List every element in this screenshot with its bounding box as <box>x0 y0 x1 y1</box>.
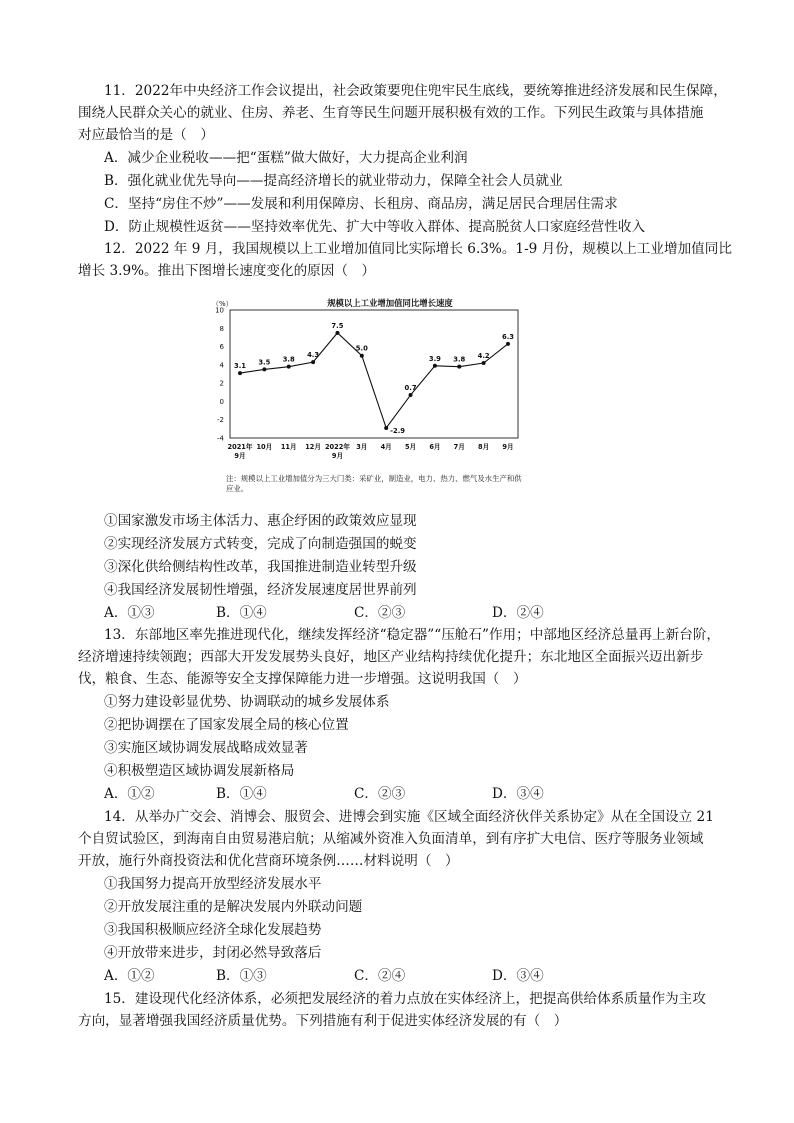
q13-stem-line-3: 伐，粮食、生态、能源等安全支撑保障能力进一步增强。这说明我国（ ） <box>78 671 527 687</box>
q12-statement-3: ③深化供给侧结构性改革，我国推进制造业转型升级 <box>104 559 417 575</box>
q14-choice-a: A．①② <box>104 968 155 984</box>
y-tick-label: 2 <box>219 379 224 388</box>
y-tick-label: 6 <box>219 343 224 352</box>
q14-stem-line-3: 开放，施行外商投资法和优化营商环境条例……材料说明（ ） <box>78 853 459 869</box>
plot-frame <box>230 310 518 438</box>
data-label: 3.8 <box>282 355 295 364</box>
data-point <box>360 354 364 358</box>
x-tick-label: 10月 <box>256 443 273 451</box>
q12-choice-a: A．①③ <box>104 605 155 621</box>
data-label: 3.9 <box>428 354 441 363</box>
data-point <box>262 367 266 371</box>
q14-stem-line-2: 个自贸试验区，到海南自由贸易港启航；从缩减外资准入负面清单，到有序扩大电信、医疗等服务业领域 <box>78 831 704 847</box>
q13-statement-3: ③实施区域协调发展战略成效显著 <box>104 740 308 756</box>
series-line <box>240 333 508 428</box>
q11-option-b: B．强化就业优先导向——提高经济增长的就业带动力，保障全社会人员就业 <box>104 173 563 189</box>
data-point <box>433 364 437 368</box>
y-tick-label: -2 <box>217 416 224 425</box>
y-tick-label: -4 <box>217 434 224 443</box>
q14-statement-4: ④开放带来进步，封闭必然导致落后 <box>104 945 322 961</box>
q11-option-a: A．减少企业税收——把“蛋糕”做大做好，大力提高企业利润 <box>104 150 468 166</box>
data-label: 3.1 <box>233 362 247 371</box>
q14-statement-3: ③我国积极顺应经济全球化发展趋势 <box>104 922 322 938</box>
data-point <box>457 365 461 369</box>
q13-choices <box>104 783 704 805</box>
chart-note: 注：规模以上工业增加值分为三大门类：采矿业，制造业，电力、热力、燃气及水生产和供应业。 <box>226 474 522 493</box>
q13-choice-d: D．③④ <box>492 786 544 802</box>
y-tick-label: 4 <box>219 361 224 370</box>
data-point <box>506 342 510 346</box>
x-tick-label: 6月 <box>429 443 441 451</box>
q14-statement-1: ①我国努力提高开放型经济发展水平 <box>104 876 322 892</box>
q14-choice-c: C．②④ <box>354 968 406 984</box>
data-label: 4.3 <box>307 351 320 360</box>
growth-chart <box>208 296 528 496</box>
data-label: 7.5 <box>331 321 344 330</box>
data-point <box>384 426 388 430</box>
data-label: 3.5 <box>258 358 271 367</box>
data-label: -2.9 <box>390 426 406 435</box>
x-tick-label: 12月 <box>305 443 321 451</box>
q12-statement-1: ①国家激发市场主体活力、惠企纾困的政策效应显现 <box>104 513 417 529</box>
x-tick-label: 2021年 <box>227 443 253 451</box>
data-label: 4.2 <box>477 352 490 361</box>
x-tick-label: 5月 <box>404 443 417 451</box>
x-tick-label: 11月 <box>280 443 297 451</box>
q15-stem-line-1: 15．建设现代化经济体系，必须把发展经济的着力点放在实体经济上，把提高供给体系质量作为主攻 <box>104 991 706 1007</box>
q12-stem-line-1: 12．2022 年 9 月，我国规模以上工业增加值同比实际增长 6.3%。1-9 月份，规模以上工业增加值同比 <box>104 241 732 257</box>
q12-stem-line-2: 增长 3.9%。推出下图增长速度变化的原因（ ） <box>78 263 376 279</box>
q13-choice-a: A．①② <box>104 786 155 802</box>
q12-choice-d: D．②④ <box>492 605 544 621</box>
q13-choice-b: B．①④ <box>216 786 267 802</box>
q11-stem-line-3: 对应最恰当的是（ ） <box>78 127 214 143</box>
data-label: 6.3 <box>501 332 515 341</box>
data-label: 3.8 <box>453 355 466 364</box>
q14-choice-b: B．①③ <box>216 968 267 984</box>
chart-title: 规模以上工业增加值同比增长速度 <box>327 298 453 308</box>
x-tick-label: 9月 <box>502 443 514 451</box>
x-tick-label-line2: 9月 <box>234 452 246 460</box>
data-point <box>409 393 413 397</box>
q14-choices <box>104 965 704 987</box>
q13-statement-1: ①努力建设彰显优势、协调联动的城乡发展体系 <box>104 694 390 710</box>
q11-option-d: D．防止规模性返贫——坚持效率优先、扩大中等收入群体、提高脱贫人口家庭经营性收入 <box>104 219 646 235</box>
q12-choices <box>104 602 704 624</box>
q13-statement-4: ④积极塑造区域协调发展新格局 <box>104 763 295 779</box>
data-point <box>287 365 291 369</box>
x-tick-label: 3月 <box>356 443 368 451</box>
q12-statement-4: ④我国经济发展韧性增强，经济发展速度居世界前列 <box>104 582 417 598</box>
y-tick-label: 8 <box>219 324 224 333</box>
data-point <box>238 371 242 375</box>
x-tick-label: 2022年 <box>324 443 350 451</box>
q15-stem-line-2: 方向，显著增强我国经济质量优势。下列措施有利于促进实体经济发展的有（ ） <box>78 1013 568 1029</box>
y-tick-label: 10 <box>215 306 224 315</box>
q13-stem-line-1: 13．东部地区率先推进现代化，继续发挥经济“稳定器”“压舱石”作用；中部地区经济总量再上新台阶， <box>104 627 721 643</box>
q14-stem-line-1: 14．从举办广交会、消博会、服贸会、进博会到实施《区域全面经济伙伴关系协定》从在全国设立 21 <box>104 809 714 825</box>
data-point <box>311 360 315 364</box>
x-tick-label: 8月 <box>478 443 490 451</box>
q14-statement-2: ②开放发展注重的是解决发展内外联动问题 <box>104 899 363 915</box>
q13-stem-line-2: 经济增速持续领跑；西部大开发发展势头良好，地区产业结构持续优化提升；东北地区全面振兴迈出新步 <box>78 649 704 665</box>
q13-statement-2: ②把协调摆在了国家发展全局的核心位置 <box>104 717 349 733</box>
growth-chart-svg <box>208 296 528 496</box>
q11-stem-line-2: 围绕人民群众关心的就业、住房、养老、生育等民生问题开展积极有效的工作。下列民生政策与具体措施 <box>78 105 704 121</box>
q13-choice-c: C．②③ <box>354 786 406 802</box>
q12-choice-c: C．②③ <box>354 605 406 621</box>
q12-choice-b: B．①④ <box>216 605 267 621</box>
y-tick-label: 0 <box>219 397 224 406</box>
q11-option-c: C．坚持“房住不炒”——发展和利用保障房、长租房、商品房，满足居民合理居住需求 <box>104 196 618 212</box>
x-tick-label-line2: 9月 <box>331 452 344 460</box>
data-label: 5.0 <box>355 344 368 353</box>
y-unit-label: （%） <box>212 300 233 308</box>
data-point <box>335 331 339 335</box>
q11-stem-line-1: 11．2022年中央经济工作会议提出，社会政策要兜住兜牢民生底线，要统筹推进经济发展和民生保障， <box>104 83 727 99</box>
q12-statement-2: ②实现经济发展方式转变，完成了向制造强国的蜕变 <box>104 536 417 552</box>
data-point <box>482 361 486 365</box>
x-tick-label: 4月 <box>380 443 392 451</box>
data-label: 0.7 <box>404 384 417 393</box>
q14-choice-d: D．③④ <box>492 968 544 984</box>
x-tick-label: 7月 <box>453 443 465 451</box>
